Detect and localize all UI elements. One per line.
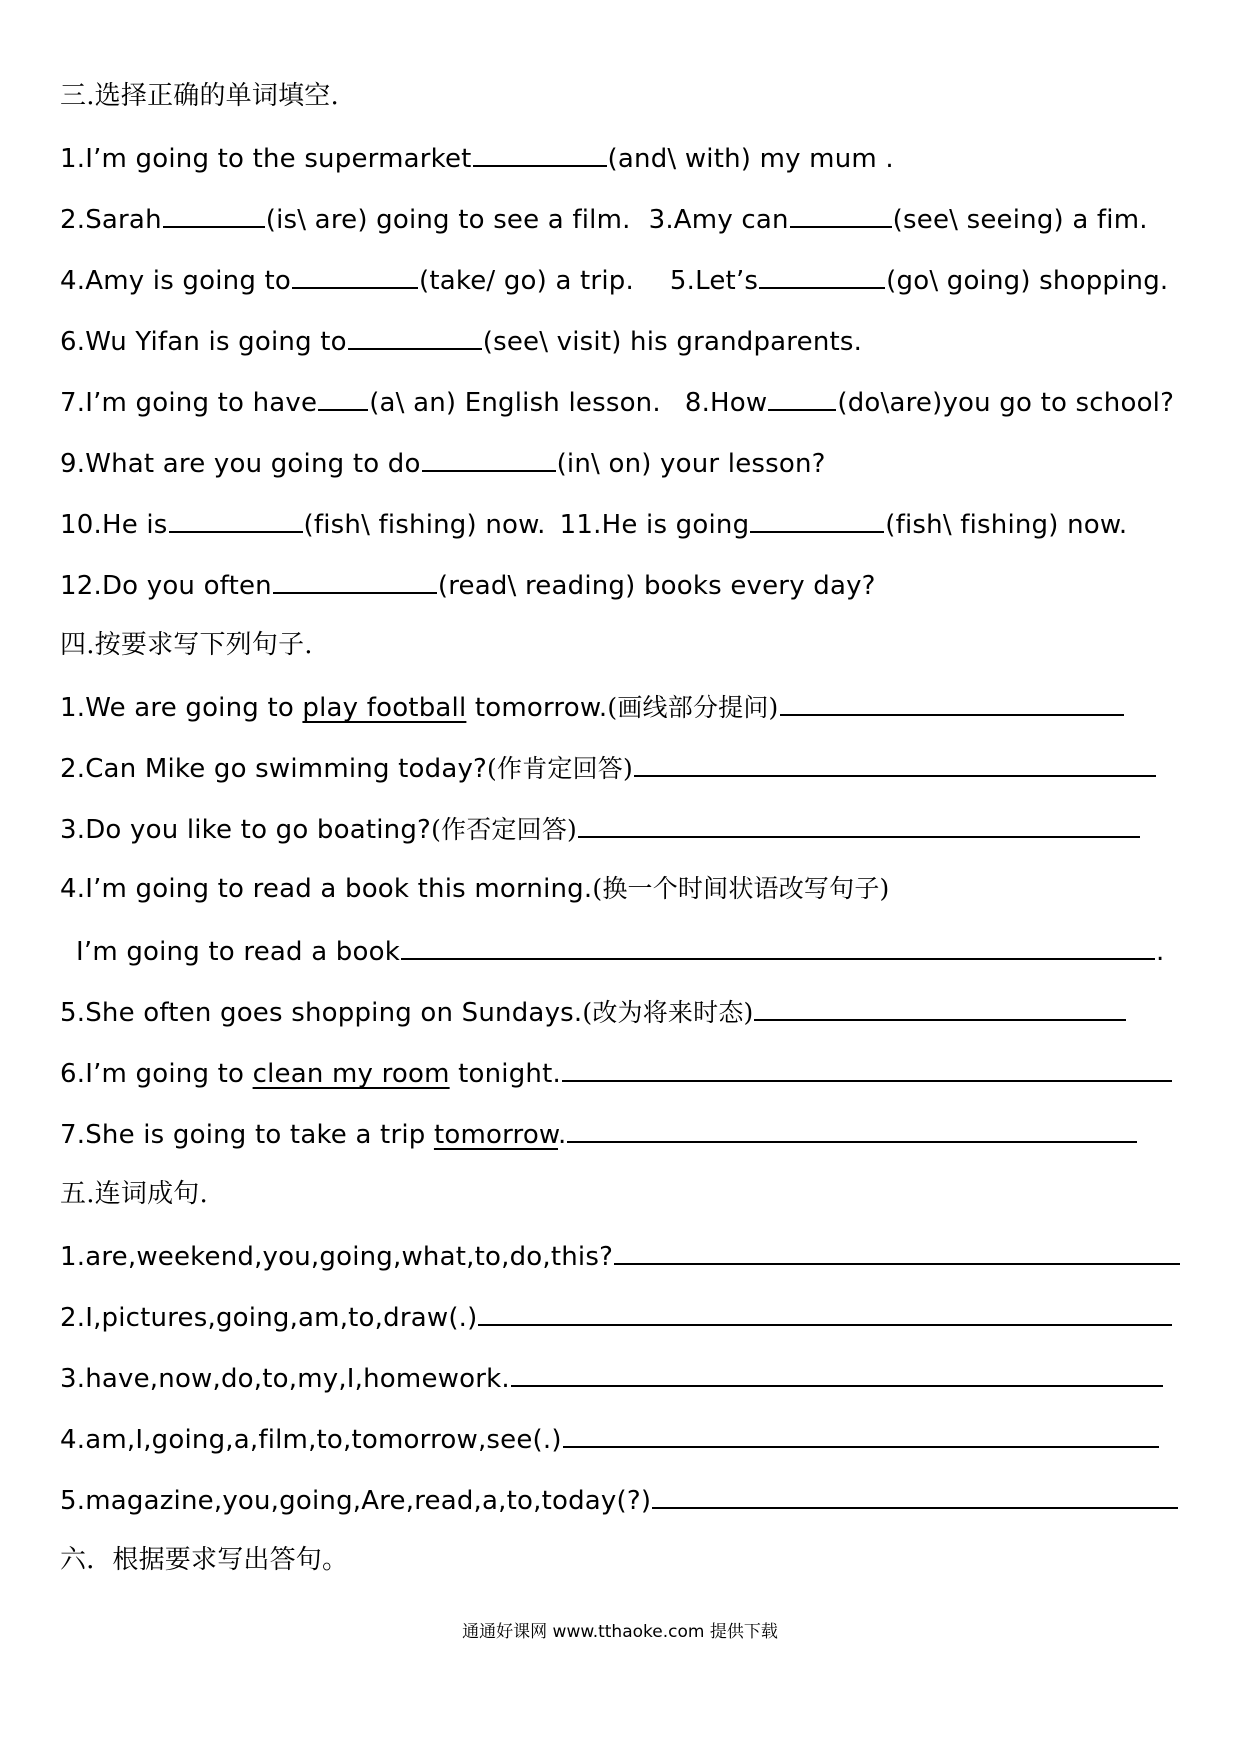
- answer-line[interactable]: [652, 1481, 1178, 1509]
- s3-question-9: 9.What are you going to do (in\ on) your lesson?: [60, 444, 1200, 482]
- section-6-title: 六．根据要求写出答句。: [60, 1545, 349, 1575]
- s3-question-12: 12.Do you often (read\ reading) books every day?: [60, 566, 1200, 604]
- s4-question-5: 5.She often goes shopping on Sundays.(改为将来时态): [60, 993, 1200, 1031]
- answer-line[interactable]: [563, 1420, 1159, 1448]
- s4-question-2: 2.Can Mike go swimming today?(作肯定回答): [60, 749, 1200, 787]
- answer-blank[interactable]: [750, 505, 884, 533]
- answer-blank[interactable]: [318, 383, 368, 411]
- s4-question-4-rewrite: I’m going to read a book .: [76, 932, 1200, 970]
- answer-line[interactable]: [562, 1054, 1172, 1082]
- s4-question-4: 4.I’m going to read a book this morning.(换一个时间状语改写句子): [60, 874, 890, 904]
- download-footer: 通通好课网 www.tthaoke.com 提供下载: [462, 1622, 778, 1642]
- s3-question-7-8: 7.I’m going to have (a\ an) English lesson. 8.How (do\are)you go to school?: [60, 383, 1200, 421]
- section-3-title: 三.选择正确的单词填空.: [60, 81, 339, 111]
- s4-question-1: 1.We are going to play football tomorrow.(画线部分提问): [60, 688, 1200, 726]
- answer-line[interactable]: [780, 688, 1124, 716]
- answer-blank[interactable]: [163, 200, 265, 228]
- answer-blank[interactable]: [422, 444, 556, 472]
- answer-line[interactable]: [401, 932, 1155, 960]
- s3-question-1: 1.I’m going to the supermarket (and\ with) my mum .: [60, 139, 1200, 177]
- answer-blank[interactable]: [473, 139, 607, 167]
- s3-question-10-11: 10.He is (fish\ fishing) now. 11.He is going (fish\ fishing) now.: [60, 505, 1200, 543]
- s5-question-3: 3.have,now,do,to,my,I,homework.: [60, 1359, 1200, 1397]
- answer-blank[interactable]: [273, 566, 437, 594]
- s5-question-4: 4.am,I,going,a,film,to,tomorrow,see(.): [60, 1420, 1200, 1458]
- s5-question-2: 2.I,pictures,going,am,to,draw(.): [60, 1298, 1200, 1336]
- section-5-title: 五.连词成句.: [60, 1179, 208, 1209]
- s3-question-2-3: 2.Sarah (is\ are) going to see a film. 3.Amy can (see\ seeing) a fim.: [60, 200, 1200, 238]
- answer-blank[interactable]: [768, 383, 836, 411]
- answer-blank[interactable]: [790, 200, 892, 228]
- answer-blank[interactable]: [348, 322, 482, 350]
- answer-blank[interactable]: [292, 261, 418, 289]
- s5-question-5: 5.magazine,you,going,Are,read,a,to,today(?): [60, 1481, 1200, 1519]
- answer-line[interactable]: [511, 1359, 1163, 1387]
- s3-question-4-5: 4.Amy is going to (take/ go) a trip. 5.Let’s (go\ going) shopping.: [60, 261, 1200, 299]
- answer-line[interactable]: [478, 1298, 1172, 1326]
- answer-line[interactable]: [578, 810, 1140, 838]
- answer-line[interactable]: [567, 1115, 1137, 1143]
- section-4-title: 四.按要求写下列句子.: [60, 630, 313, 660]
- answer-blank[interactable]: [759, 261, 885, 289]
- answer-line[interactable]: [614, 1237, 1180, 1265]
- s4-question-7: 7.She is going to take a trip tomorrow.: [60, 1115, 1200, 1153]
- answer-line[interactable]: [634, 749, 1156, 777]
- s5-question-1: 1.are,weekend,you,going,what,to,do,this?: [60, 1237, 1200, 1275]
- s4-question-6: 6.I’m going to clean my room tonight.: [60, 1054, 1200, 1092]
- s3-question-6: 6.Wu Yifan is going to (see\ visit) his grandparents.: [60, 322, 1200, 360]
- answer-line[interactable]: [754, 993, 1126, 1021]
- s4-question-3: 3.Do you like to go boating?(作否定回答): [60, 810, 1200, 848]
- answer-blank[interactable]: [169, 505, 303, 533]
